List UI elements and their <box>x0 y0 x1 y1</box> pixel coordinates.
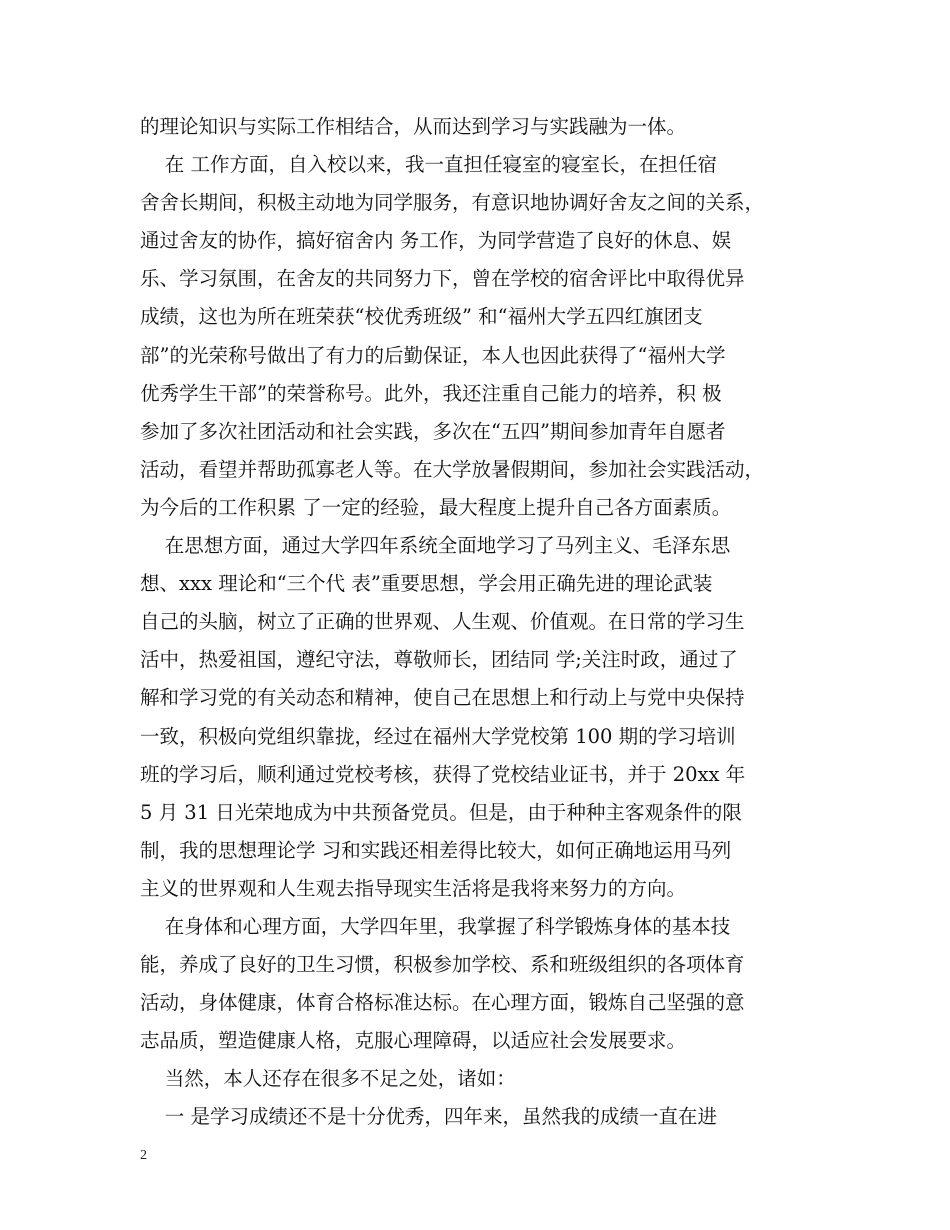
text-line: 5 月 31 日光荣地成为中共预备党员。但是，由于种种主客观条件的限 <box>140 800 742 824</box>
text-line: 一致，积极向党组织靠拢，经过在福州大学党校第 100 期的学习培训 <box>140 724 736 748</box>
text-line: 解和学习党的有关动态和精神，使自己在思想上和行动上与党中央保持 <box>140 686 745 710</box>
text-line: 在 工作方面，自入校以来，我一直担任寝室的寝室长，在担任宿 <box>140 153 717 177</box>
text-line: 想、xxx 理论和“三个代 表”重要思想，学会用正确先进的理论武装 <box>140 572 713 596</box>
text-line: 舍舍长期间，积极主动地为同学服务，有意识地协调好舍友之间的关系， <box>140 191 765 215</box>
text-line: 主义的世界观和人生观去指导现实生活将是我将来努力的方向。 <box>140 876 687 900</box>
text-line: 活中，热爱祖国，遵纪守法，尊敬师长，团结同 学;关注时政，通过了 <box>140 648 738 672</box>
text-line: 班的学习后，顺利通过党校考核，获得了党校结业证书，并于 20xx 年 <box>140 762 746 786</box>
text-line: 通过舍友的协作，搞好宿舍内 务工作，为同学营造了良好的休息、娱 <box>140 229 732 253</box>
text-line: 当然，本人还存在很多不足之处，诸如： <box>140 1067 516 1091</box>
text-line: 制，我的思想理论学 习和实践还相差得比较大，如何正确地运用马列 <box>140 838 732 862</box>
text-line: 在思想方面，通过大学四年系统全面地学习了马列主义、毛泽东思 <box>140 534 731 558</box>
text-line: 志品质，塑造健康人格，克服心理障碍，以适应社会发展要求。 <box>140 1029 687 1053</box>
text-line: 优秀学生干部”的荣誉称号。此外，我还注重自己能力的培养，积 极 <box>140 381 722 405</box>
text-line: 乐、学习氛围，在舍友的共同努力下，曾在学校的宿舍评比中取得优异 <box>140 267 745 291</box>
text-line: 一 是学习成绩还不是十分优秀，四年来，虽然我的成绩一直在进 <box>140 1105 717 1129</box>
text-line: 部”的光荣称号做出了有力的后勤保证，本人也因此获得了“福州大学 <box>140 343 726 367</box>
text-line: 参加了多次社团活动和社会实践，多次在“五四”期间参加青年自愿者 <box>140 419 726 443</box>
text-line: 能，养成了良好的卫生习惯，积极参加学校、系和班级组织的各项体育 <box>140 953 745 977</box>
text-line: 的理论知识与实际工作相结合，从而达到学习与实践融为一体。 <box>140 115 687 138</box>
text-line: 自己的头脑，树立了正确的世界观、人生观、价值观。在日常的学习生 <box>140 610 745 634</box>
text-line: 在身体和心理方面，大学四年里，我掌握了科学锻炼身体的基本技 <box>140 914 731 938</box>
page-number: 2 <box>140 1148 147 1163</box>
text-line: 活动，身体健康，体育合格标准达标。在心理方面，锻炼自己坚强的意 <box>140 991 745 1015</box>
text-line: 为今后的工作积累 了一定的经验，最大程度上提升自己各方面素质。 <box>140 495 732 519</box>
text-line: 活动，看望并帮助孤寡老人等。在大学放暑假期间，参加社会实践活动， <box>140 457 765 481</box>
text-line: 成绩，这也为所在班荣获“校优秀班级” 和“福州大学五四红旗团支 <box>140 305 703 329</box>
body-text <box>140 108 830 1137</box>
